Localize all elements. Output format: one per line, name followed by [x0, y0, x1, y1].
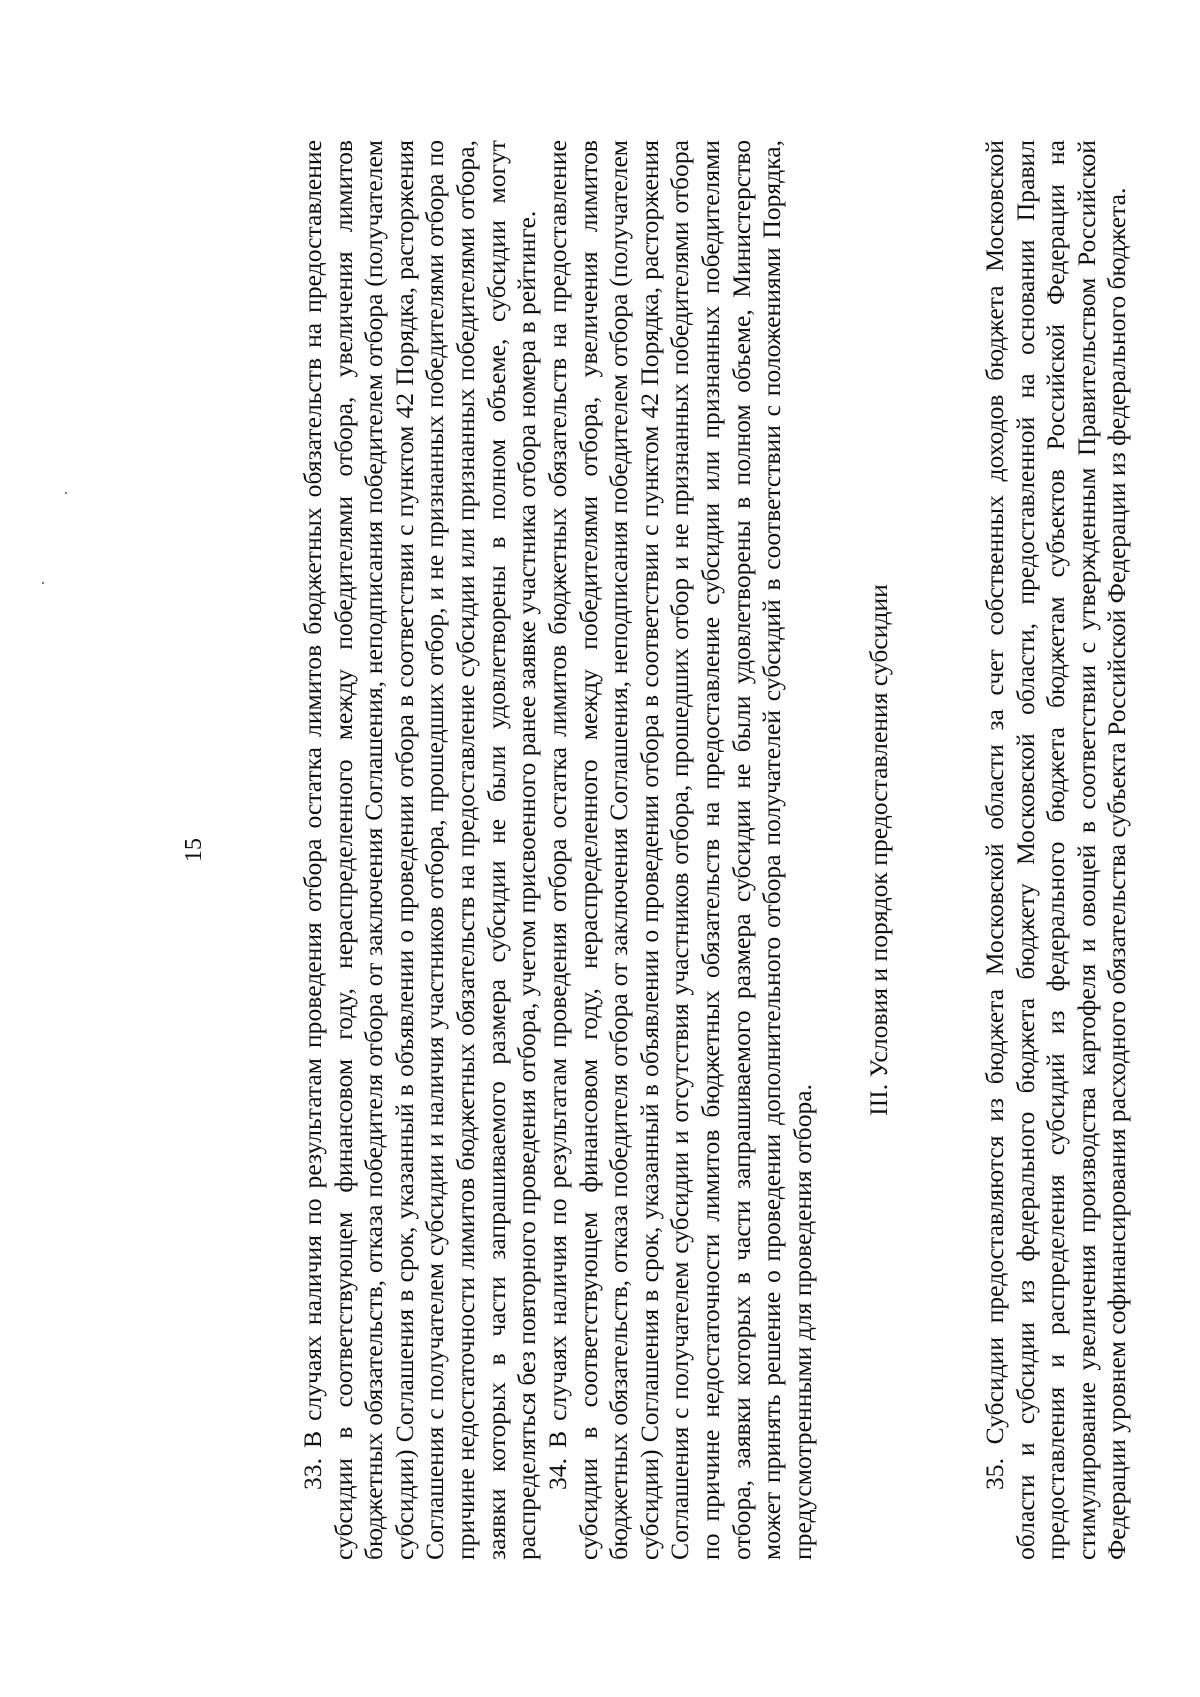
paragraph-34-block	[543, 140, 818, 1560]
paragraph-33: 33. В случаях наличия по результатам проведения отбора остатка лимитов бюджетных обязательств на предоставление субсидии в соответствующем финансовом году, нераспределенного между победителями отбора, увеличения лимитов бюджетных обязательств, отказа победителя отбора от заключения Соглашения, неподписания победителем отбора (получателем субсидии) Соглашения в срок, указанный в объявлении о проведении отбора в соответствии с пунктом 42 Порядка, расторжения Соглашения с получателем субсидии и наличия участников отбора, прошедших отбор, и не признанных победителями отбора по причине недостаточности лимитов бюджетных обязательств на предоставление субсидии или признанных победителями отбора, заявки которых в части запрашиваемого размера субсидии не были удовлетворены в полном объеме, субсидии могут распределяться без повторного проведения отбора, учетом присвоенного ранее заявке участника отбора номера в рейтинге.	[298, 140, 542, 1560]
paragraph-35: 35. Субсидии предоставляются из бюджета Московской области за счет собственных доходов бюджета Московской области и субсидии из федерального бюджета бюджету Московской области, предоставленной на основании Правил предоставления и распределения субсидий из федерального бюджета бюджетам субъектов Российской Федерации на стимулирование увеличения производства картофеля и овощей в соответствии с утвержденным Правительством Российской Федерации уровнем софинансирования расходного обязательства субъекта Российской Федерации из федерального бюджета.	[980, 140, 1132, 1560]
page-number: 15	[181, 838, 207, 862]
rotated-text-frame	[180, 140, 1190, 1560]
paragraph-33-block	[298, 140, 543, 1560]
section-heading-iii: III. Условия и порядок предоставления субсидии	[864, 584, 893, 1116]
paragraph-34: 34. В случаях наличия по результатам проведения отбора остатка лимитов бюджетных обязательств на предоставление субсидии в соответствующем финансовом году, нераспределенного между победителями отбора, увеличения лимитов бюджетных обязательств, отказа победителя отбора от заключения Соглашения, неподписания победителем отбора (получателем субсидии) Соглашения в срок, указанный в объявлении о проведении отбора в соответствии с пунктом 42 Порядка, расторжения Соглашения с получателем субсидии и отсутствия участников отбора, прошедших отбор и не признанных победителями отбора по причине недостаточности лимитов бюджетных обязательств на предоставление субсидии или признанных победителями отбора, заявки которых в части запрашиваемого размера субсидии не были удовлетворены в полном объеме, Министерство может принять решение о проведении дополнительного отбора получателей субсидий в соответствии с положениями Порядка, предусмотренными для проведения отбора.	[543, 140, 817, 1560]
scan-speck	[65, 492, 67, 494]
scan-speck	[42, 582, 44, 584]
paragraph-35-block	[980, 140, 1133, 1560]
